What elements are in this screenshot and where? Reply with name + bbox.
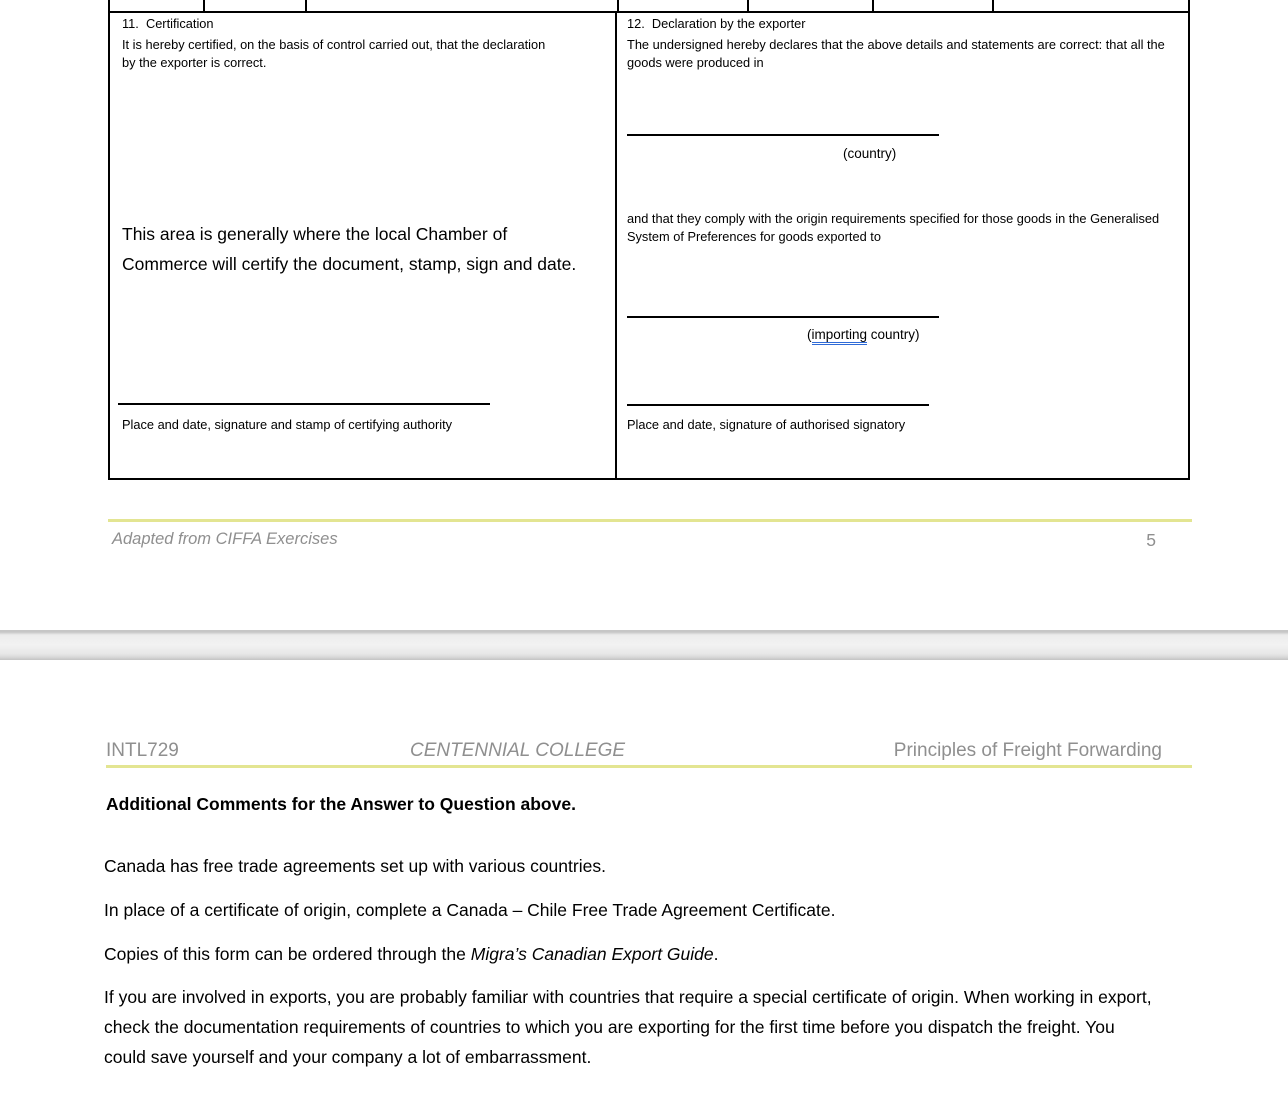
form-bottom-row [110,13,1188,478]
chamber-of-commerce-note: This area is generally where the local Chamber of Commerce will certify the document, stamp, sign and date. [122,224,577,274]
box-12-declaration [617,13,1188,478]
country-blank-line [627,134,939,136]
form-grid-tick [203,0,205,11]
form-grid-tick [305,0,307,11]
page-header [106,740,1192,766]
box-12-body-text-2: and that they comply with the origin requirements specified for those goods in the Generalised System of Preferences for goods exported to [627,211,1160,244]
form-grid-tick [617,0,619,11]
paragraph-canada-chile: In place of a certificate of origin, complete a Canada – Chile Free Trade Agreement Certificate. [104,900,836,920]
export-guide-title: Migra’s Canadian Export Guide [470,944,714,964]
box-12-body-text: The undersigned hereby declares that the above details and statements are correct: that all the goods were produced in [627,37,1165,70]
importing-country-blank-line [627,316,939,318]
paragraph-export-guide-post: . [713,944,719,964]
paragraph-export-guide-pre: Copies of this form can be ordered through the [104,944,471,964]
additional-comments-heading: Additional Comments for the Answer to Question above. [106,794,576,814]
header-course-code: INTL729 [106,740,179,761]
footer-source-note: Adapted from CIFFA Exercises [112,530,338,548]
paragraph-free-trade: Canada has free trade agreements set up with various countries. [104,856,606,876]
page-2 [0,660,1288,1120]
header-institution: CENTENNIAL COLLEGE [410,740,626,761]
importing-country-caption [807,326,920,344]
footer-accent-rule [108,519,1192,522]
form-top-row-remnant [110,0,1188,13]
box-11-title: 11. Certification [122,16,214,31]
paragraph-export-advice: If you are involved in exports, you are probably familiar with countries that require a special certificate of origin. When working in export, check the documentation requirements of countries to which you are exporting for the first time before you dispatch the freight. You could save yourself and your company a lot of embarrassment. [104,987,1152,1067]
header-course-title: Principles of Freight Forwarding [893,740,1162,761]
form-grid-tick [872,0,874,11]
box-11-body-text: It is hereby certified, on the basis of control carried out, that the declaration by the exporter is correct. [122,37,546,70]
paragraph-export-guide [104,939,719,969]
box-12-title: 12. Declaration by the exporter [627,16,806,31]
form-grid-tick [747,0,749,11]
importing-caption-open: ( [807,327,812,342]
certificate-of-origin-form [108,0,1190,480]
page-break-gap [0,630,1288,660]
authorised-signatory-signature-line [627,404,929,406]
box-11-certification [110,13,617,478]
form-grid-tick [992,0,994,11]
country-caption: (country) [843,146,897,161]
certifying-authority-caption: Place and date, signature and stamp of certifying authority [122,417,453,432]
importing-word-grammar-flag: importing [812,327,868,345]
certifying-authority-signature-line [118,403,490,405]
authorised-signatory-caption: Place and date, signature of authorised signatory [627,417,906,432]
footer-page-number: 5 [1146,530,1156,550]
importing-caption-close: country) [867,327,920,342]
header-accent-rule [106,765,1192,768]
